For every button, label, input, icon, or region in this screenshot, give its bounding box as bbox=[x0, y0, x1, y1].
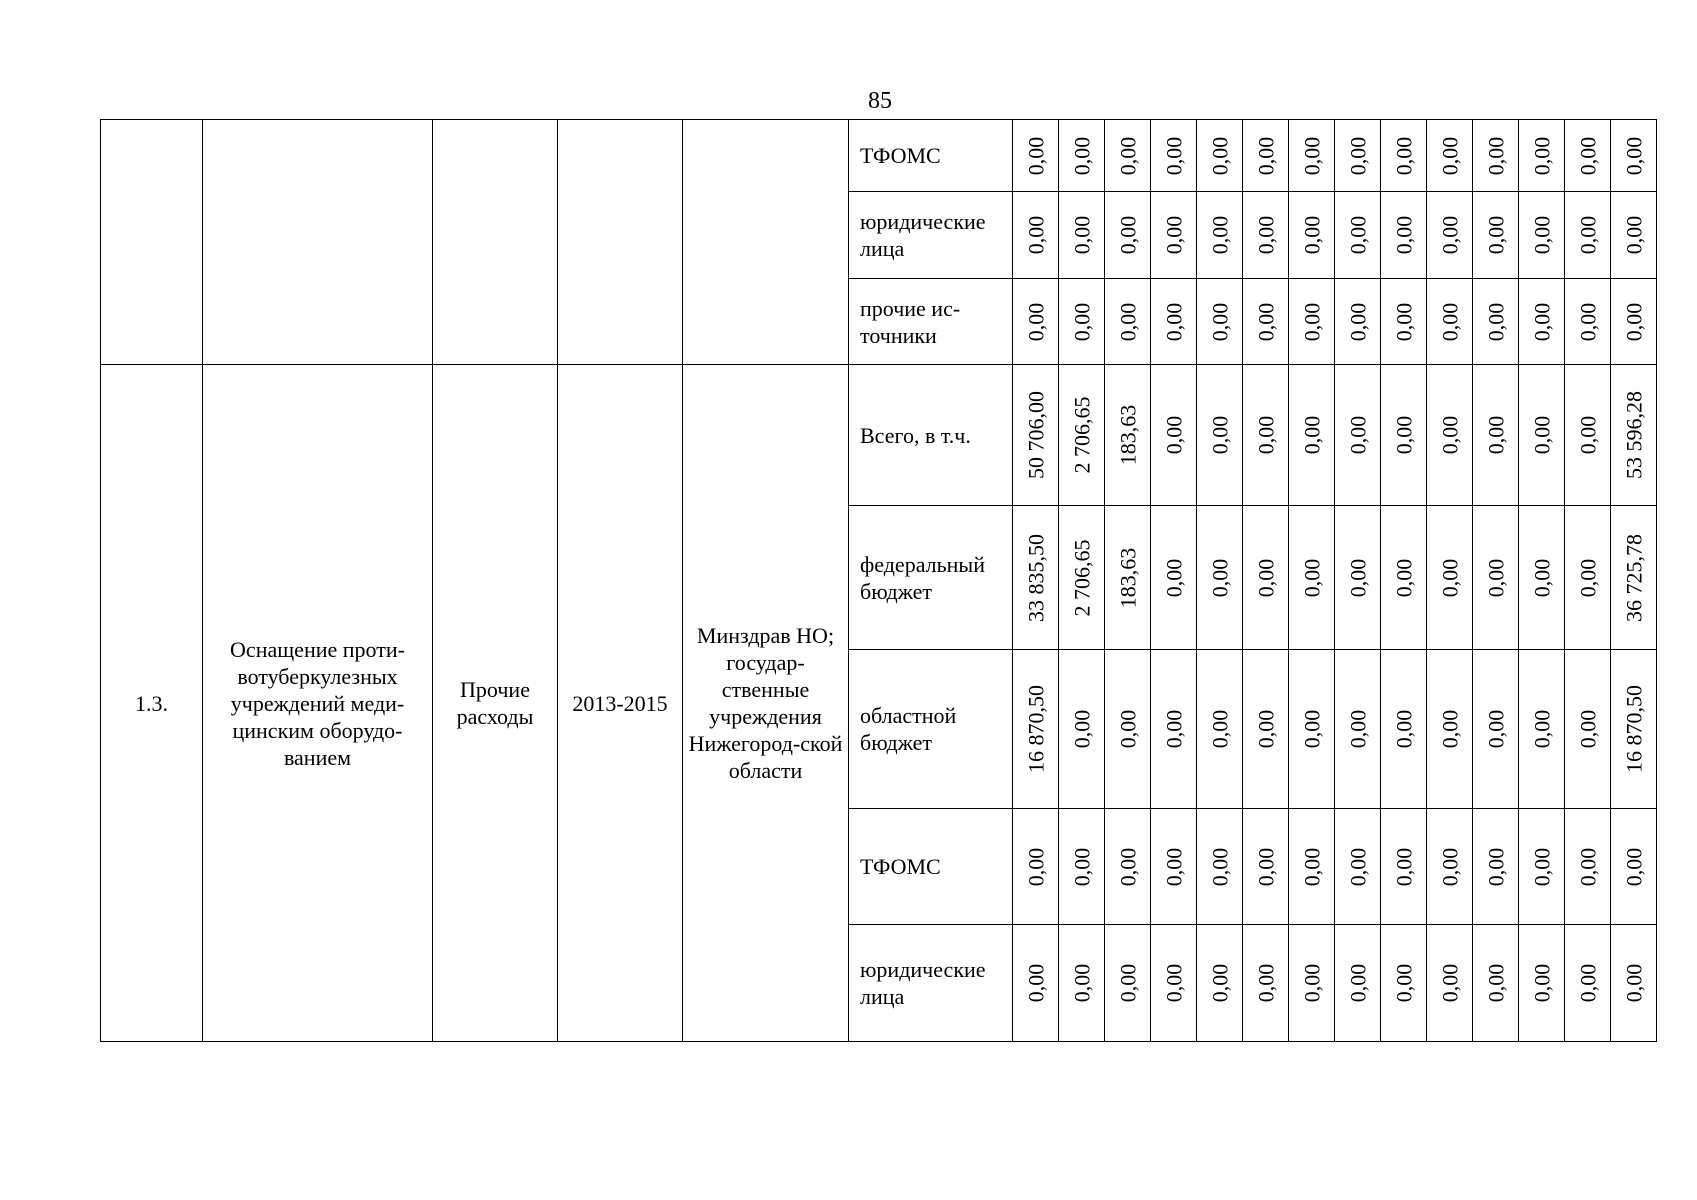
value-text: 0,00 bbox=[1299, 709, 1324, 749]
value-text: 0,00 bbox=[1069, 215, 1094, 255]
funding-source: прочие ис-точники bbox=[849, 279, 1013, 365]
value-text: 0,00 bbox=[1575, 963, 1600, 1003]
value-text: 0,00 bbox=[1345, 558, 1370, 597]
value-text: 0,00 bbox=[1253, 709, 1278, 749]
value-cell bbox=[1335, 809, 1381, 925]
value-text: 0,00 bbox=[1391, 847, 1416, 886]
value-text: 0,00 bbox=[1575, 415, 1600, 455]
value-text: 0,00 bbox=[1529, 709, 1554, 749]
value-cell bbox=[1611, 506, 1657, 650]
value-cell bbox=[1335, 365, 1381, 506]
value-text: 0,00 bbox=[1069, 709, 1094, 749]
value-cell bbox=[1519, 120, 1565, 192]
type-cell bbox=[433, 120, 558, 365]
value-text: 0,00 bbox=[1345, 963, 1370, 1003]
value-cell bbox=[1335, 506, 1381, 650]
value-text: 50 706,00 bbox=[1023, 391, 1048, 479]
value-text: 0,00 bbox=[1437, 215, 1462, 255]
value-cell bbox=[1151, 809, 1197, 925]
value-text: 0,00 bbox=[1483, 709, 1508, 749]
value-text: 0,00 bbox=[1023, 302, 1048, 341]
value-text: 0,00 bbox=[1621, 847, 1646, 886]
value-cell bbox=[1151, 120, 1197, 192]
value-cell bbox=[1105, 365, 1151, 506]
value-text: 0,00 bbox=[1161, 558, 1186, 597]
value-cell bbox=[1289, 650, 1335, 809]
value-cell bbox=[1565, 506, 1611, 650]
value-cell bbox=[1151, 925, 1197, 1042]
value-cell bbox=[1427, 650, 1473, 809]
value-text: 0,00 bbox=[1529, 215, 1554, 255]
value-text: 0,00 bbox=[1207, 415, 1232, 455]
value-cell bbox=[1243, 365, 1289, 506]
value-text: 33 835,50 bbox=[1023, 533, 1048, 622]
value-cell bbox=[1013, 365, 1059, 506]
value-cell bbox=[1335, 279, 1381, 365]
value-cell bbox=[1427, 506, 1473, 650]
value-text: 0,00 bbox=[1069, 963, 1094, 1003]
value-text: 0,00 bbox=[1391, 302, 1416, 341]
value-text: 0,00 bbox=[1299, 302, 1324, 341]
value-text: 0,00 bbox=[1299, 558, 1324, 597]
value-text: 0,00 bbox=[1161, 415, 1186, 455]
value-cell bbox=[1381, 120, 1427, 192]
value-cell bbox=[1519, 279, 1565, 365]
value-cell bbox=[1381, 192, 1427, 279]
value-cell bbox=[1059, 365, 1105, 506]
value-cell bbox=[1519, 192, 1565, 279]
period-cell bbox=[558, 120, 683, 365]
value-cell bbox=[1197, 192, 1243, 279]
value-cell bbox=[1611, 279, 1657, 365]
value-text: 0,00 bbox=[1391, 558, 1416, 597]
value-text: 0,00 bbox=[1161, 302, 1186, 341]
value-text: 0,00 bbox=[1345, 847, 1370, 886]
value-text: 0,00 bbox=[1023, 847, 1048, 886]
value-text: 0,00 bbox=[1621, 963, 1646, 1003]
value-cell bbox=[1105, 279, 1151, 365]
value-text: 0,00 bbox=[1299, 963, 1324, 1003]
value-text: 2 706,65 bbox=[1069, 396, 1094, 474]
value-text: 0,00 bbox=[1437, 963, 1462, 1003]
value-cell bbox=[1519, 365, 1565, 506]
value-cell bbox=[1473, 192, 1519, 279]
expense-type: Прочие расходы bbox=[433, 365, 558, 1042]
value-text: 0,00 bbox=[1161, 709, 1186, 749]
value-text: 0,00 bbox=[1023, 215, 1048, 255]
value-text: 0,00 bbox=[1483, 215, 1508, 255]
value-text: 0,00 bbox=[1483, 558, 1508, 597]
value-cell bbox=[1519, 650, 1565, 809]
value-cell bbox=[1611, 650, 1657, 809]
value-cell bbox=[1197, 809, 1243, 925]
value-text: 0,00 bbox=[1299, 136, 1324, 175]
value-text: 0,00 bbox=[1253, 415, 1278, 455]
value-cell bbox=[1565, 650, 1611, 809]
value-text: 0,00 bbox=[1161, 215, 1186, 255]
value-cell bbox=[1013, 279, 1059, 365]
value-text: 0,00 bbox=[1575, 709, 1600, 749]
value-text: 0,00 bbox=[1253, 215, 1278, 255]
value-cell bbox=[1243, 279, 1289, 365]
value-text: 0,00 bbox=[1575, 558, 1600, 597]
value-text: 0,00 bbox=[1529, 558, 1554, 597]
value-text: 0,00 bbox=[1069, 136, 1094, 175]
value-cell bbox=[1059, 120, 1105, 192]
funding-source: Всего, в т.ч. bbox=[849, 365, 1013, 506]
value-cell bbox=[1427, 809, 1473, 925]
value-text: 0,00 bbox=[1253, 136, 1278, 175]
value-text: 0,00 bbox=[1115, 963, 1140, 1003]
value-text: 0,00 bbox=[1253, 963, 1278, 1003]
value-cell bbox=[1151, 650, 1197, 809]
value-text: 0,00 bbox=[1483, 963, 1508, 1003]
value-text: 0,00 bbox=[1437, 136, 1462, 175]
value-text: 0,00 bbox=[1437, 709, 1462, 749]
executor-cell bbox=[683, 120, 849, 365]
item-name: Оснащение проти-вотуберкулезных учреждений меди-цинским оборудо-ванием bbox=[203, 365, 433, 1042]
value-text: 0,00 bbox=[1621, 215, 1646, 255]
value-text: 0,00 bbox=[1437, 847, 1462, 886]
value-cell bbox=[1289, 279, 1335, 365]
value-cell bbox=[1243, 809, 1289, 925]
value-text: 0,00 bbox=[1115, 709, 1140, 749]
funding-source: ТФОМС bbox=[849, 809, 1013, 925]
value-text: 0,00 bbox=[1299, 215, 1324, 255]
value-text: 0,00 bbox=[1345, 215, 1370, 255]
value-cell bbox=[1427, 192, 1473, 279]
value-text: 0,00 bbox=[1115, 302, 1140, 341]
value-cell bbox=[1059, 506, 1105, 650]
value-text: 0,00 bbox=[1207, 302, 1232, 341]
value-text: 0,00 bbox=[1115, 847, 1140, 886]
value-cell bbox=[1243, 192, 1289, 279]
value-text: 0,00 bbox=[1621, 302, 1646, 341]
value-cell bbox=[1381, 925, 1427, 1042]
value-cell bbox=[1197, 120, 1243, 192]
value-cell bbox=[1611, 120, 1657, 192]
value-cell bbox=[1197, 650, 1243, 809]
value-cell bbox=[1565, 192, 1611, 279]
value-cell bbox=[1289, 365, 1335, 506]
value-text: 0,00 bbox=[1391, 136, 1416, 175]
value-cell bbox=[1105, 809, 1151, 925]
number-cell bbox=[101, 120, 203, 365]
name-cell bbox=[203, 120, 433, 365]
value-cell bbox=[1611, 192, 1657, 279]
funding-source: юридические лица bbox=[849, 925, 1013, 1042]
value-text: 0,00 bbox=[1483, 847, 1508, 886]
value-cell bbox=[1473, 365, 1519, 506]
value-cell bbox=[1611, 365, 1657, 506]
value-cell bbox=[1105, 650, 1151, 809]
value-text: 0,00 bbox=[1483, 302, 1508, 341]
value-text: 0,00 bbox=[1621, 136, 1646, 175]
value-cell bbox=[1013, 506, 1059, 650]
value-text: 0,00 bbox=[1207, 709, 1232, 749]
value-cell bbox=[1381, 809, 1427, 925]
value-text: 0,00 bbox=[1575, 847, 1600, 886]
value-text: 0,00 bbox=[1299, 415, 1324, 455]
value-text: 0,00 bbox=[1391, 709, 1416, 749]
value-cell bbox=[1197, 925, 1243, 1042]
value-cell bbox=[1289, 506, 1335, 650]
value-cell bbox=[1105, 506, 1151, 650]
value-text: 2 706,65 bbox=[1069, 539, 1094, 616]
value-text: 0,00 bbox=[1023, 963, 1048, 1003]
value-text: 53 596,28 bbox=[1621, 391, 1646, 479]
value-cell bbox=[1519, 925, 1565, 1042]
value-text: 0,00 bbox=[1437, 302, 1462, 341]
value-text: 0,00 bbox=[1391, 415, 1416, 455]
value-cell bbox=[1427, 279, 1473, 365]
value-cell bbox=[1289, 809, 1335, 925]
value-cell bbox=[1335, 925, 1381, 1042]
value-text: 0,00 bbox=[1069, 302, 1094, 341]
value-cell bbox=[1151, 279, 1197, 365]
value-text: 0,00 bbox=[1115, 215, 1140, 255]
value-cell bbox=[1197, 279, 1243, 365]
value-text: 0,00 bbox=[1161, 136, 1186, 175]
value-cell bbox=[1105, 192, 1151, 279]
value-text: 0,00 bbox=[1529, 847, 1554, 886]
value-cell bbox=[1427, 365, 1473, 506]
value-text: 0,00 bbox=[1575, 136, 1600, 175]
value-cell bbox=[1013, 925, 1059, 1042]
value-text: 0,00 bbox=[1345, 302, 1370, 341]
funding-source: ТФОМС bbox=[849, 120, 1013, 192]
value-cell bbox=[1473, 650, 1519, 809]
value-text: 0,00 bbox=[1115, 136, 1140, 175]
value-text: 16 870,50 bbox=[1023, 685, 1048, 773]
value-cell bbox=[1427, 120, 1473, 192]
value-cell bbox=[1427, 925, 1473, 1042]
value-cell bbox=[1243, 506, 1289, 650]
value-text: 0,00 bbox=[1575, 302, 1600, 341]
value-cell bbox=[1059, 192, 1105, 279]
item-number: 1.3. bbox=[101, 365, 203, 1042]
table-row bbox=[101, 120, 1657, 192]
value-text: 0,00 bbox=[1207, 847, 1232, 886]
value-cell bbox=[1335, 120, 1381, 192]
value-cell bbox=[1289, 192, 1335, 279]
value-text: 0,00 bbox=[1437, 415, 1462, 455]
value-text: 0,00 bbox=[1529, 963, 1554, 1003]
value-text: 0,00 bbox=[1483, 136, 1508, 175]
value-cell bbox=[1565, 120, 1611, 192]
value-cell bbox=[1565, 925, 1611, 1042]
value-cell bbox=[1335, 650, 1381, 809]
value-cell bbox=[1059, 809, 1105, 925]
value-text: 16 870,50 bbox=[1621, 685, 1646, 773]
value-cell bbox=[1059, 279, 1105, 365]
value-text: 0,00 bbox=[1069, 847, 1094, 886]
value-cell bbox=[1611, 809, 1657, 925]
value-cell bbox=[1243, 925, 1289, 1042]
value-cell bbox=[1381, 650, 1427, 809]
value-text: 0,00 bbox=[1437, 558, 1462, 597]
value-cell bbox=[1473, 506, 1519, 650]
value-cell bbox=[1519, 809, 1565, 925]
value-cell bbox=[1381, 279, 1427, 365]
value-cell bbox=[1289, 120, 1335, 192]
value-cell bbox=[1197, 365, 1243, 506]
funding-table bbox=[100, 119, 1657, 1042]
value-cell bbox=[1197, 506, 1243, 650]
value-text: 0,00 bbox=[1575, 215, 1600, 255]
value-cell bbox=[1013, 192, 1059, 279]
value-text: 0,00 bbox=[1161, 963, 1186, 1003]
value-cell bbox=[1565, 279, 1611, 365]
value-text: 0,00 bbox=[1483, 415, 1508, 455]
value-text: 0,00 bbox=[1207, 558, 1232, 597]
value-text: 0,00 bbox=[1253, 558, 1278, 597]
value-cell bbox=[1381, 506, 1427, 650]
funding-source: юридические лица bbox=[849, 192, 1013, 279]
value-text: 0,00 bbox=[1299, 847, 1324, 886]
value-text: 0,00 bbox=[1391, 963, 1416, 1003]
value-cell bbox=[1243, 650, 1289, 809]
value-text: 0,00 bbox=[1345, 415, 1370, 455]
value-cell bbox=[1611, 925, 1657, 1042]
value-text: 0,00 bbox=[1207, 215, 1232, 255]
value-cell bbox=[1105, 120, 1151, 192]
value-text: 0,00 bbox=[1345, 136, 1370, 175]
value-text: 0,00 bbox=[1023, 136, 1048, 175]
value-text: 0,00 bbox=[1207, 136, 1232, 175]
executor: Минздрав НО; государ-ственные учреждения Нижегород-ской области bbox=[683, 365, 849, 1042]
value-cell bbox=[1013, 120, 1059, 192]
value-cell bbox=[1473, 925, 1519, 1042]
value-cell bbox=[1381, 365, 1427, 506]
value-cell bbox=[1105, 925, 1151, 1042]
value-text: 0,00 bbox=[1207, 963, 1232, 1003]
value-text: 0,00 bbox=[1161, 847, 1186, 886]
value-text: 0,00 bbox=[1529, 302, 1554, 341]
value-text: 0,00 bbox=[1529, 415, 1554, 455]
value-cell bbox=[1059, 925, 1105, 1042]
value-cell bbox=[1059, 650, 1105, 809]
value-cell bbox=[1473, 120, 1519, 192]
value-cell bbox=[1473, 809, 1519, 925]
value-text: 36 725,78 bbox=[1621, 533, 1646, 622]
value-cell bbox=[1151, 506, 1197, 650]
value-text: 183,63 bbox=[1115, 547, 1140, 608]
value-text: 0,00 bbox=[1529, 136, 1554, 175]
implementation-period: 2013-2015 bbox=[558, 365, 683, 1042]
value-text: 183,63 bbox=[1115, 404, 1140, 466]
value-text: 0,00 bbox=[1253, 847, 1278, 886]
page-number: 85 bbox=[868, 88, 892, 114]
value-text: 0,00 bbox=[1253, 302, 1278, 341]
funding-source: федеральный бюджет bbox=[849, 506, 1013, 650]
value-cell bbox=[1565, 365, 1611, 506]
value-cell bbox=[1243, 120, 1289, 192]
value-cell bbox=[1151, 365, 1197, 506]
value-cell bbox=[1151, 192, 1197, 279]
value-text: 0,00 bbox=[1345, 709, 1370, 749]
value-cell bbox=[1519, 506, 1565, 650]
value-cell bbox=[1473, 279, 1519, 365]
value-cell bbox=[1013, 809, 1059, 925]
value-cell bbox=[1335, 192, 1381, 279]
value-cell bbox=[1565, 809, 1611, 925]
funding-source: областной бюджет bbox=[849, 650, 1013, 809]
value-text: 0,00 bbox=[1391, 215, 1416, 255]
table-row bbox=[101, 365, 1657, 506]
value-cell bbox=[1013, 650, 1059, 809]
value-cell bbox=[1289, 925, 1335, 1042]
